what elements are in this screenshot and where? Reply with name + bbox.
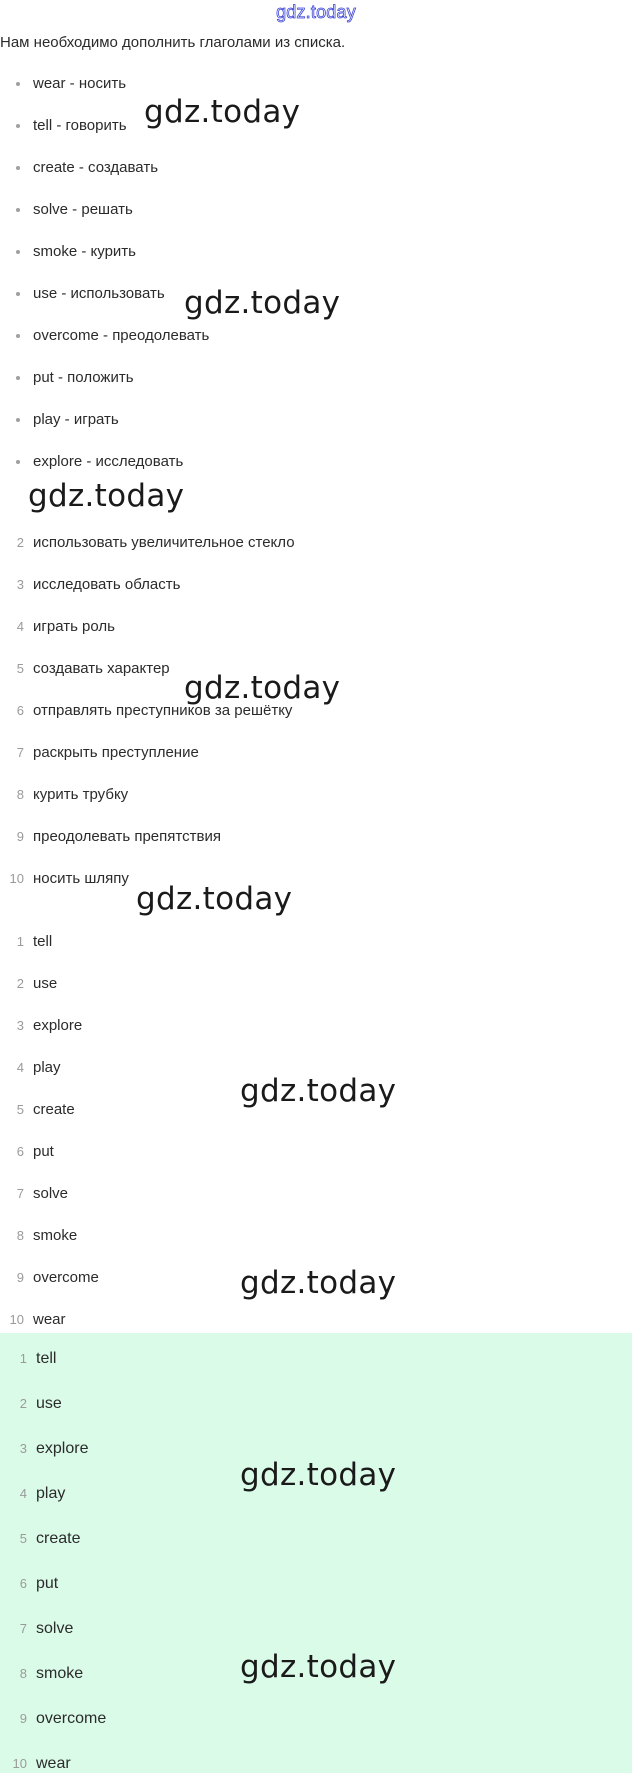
list-item (0, 858, 632, 900)
item-number: 3 (16, 1018, 24, 1033)
list-item (0, 63, 632, 105)
list-item-text: use - использовать (33, 285, 165, 302)
list-item-text: отправлять преступников за решётку (33, 702, 293, 719)
item-number: 9 (19, 1711, 27, 1726)
list-item-text: put - положить (33, 369, 134, 386)
list-item (0, 1561, 632, 1606)
list-item-text: overcome (33, 1269, 99, 1286)
item-number: 1 (16, 934, 24, 949)
item-number: 5 (16, 1102, 24, 1117)
bullet-icon (16, 334, 20, 338)
list-item (0, 399, 632, 441)
item-number: 8 (16, 1228, 24, 1243)
list-item-text: put (36, 1575, 59, 1592)
item-number: 9 (16, 1270, 24, 1285)
bullet-icon (16, 124, 20, 128)
list-item (0, 1215, 632, 1257)
item-number: 4 (19, 1486, 27, 1501)
watermark: gdz.today (144, 94, 301, 130)
item-number: 8 (16, 787, 24, 802)
list-item (0, 1381, 632, 1426)
item-number: 8 (19, 1666, 27, 1681)
item-number: 10 (9, 871, 24, 886)
item-number: 6 (19, 1576, 27, 1591)
list-item (0, 1696, 632, 1741)
list-item (0, 231, 632, 273)
bullet-icon (16, 82, 20, 86)
item-number: 10 (12, 1756, 27, 1771)
item-number: 9 (16, 829, 24, 844)
bullet-icon (16, 292, 20, 296)
list-item-text: wear (36, 1755, 71, 1772)
watermark: gdz.today (240, 1649, 397, 1685)
watermark: gdz.today (136, 881, 293, 917)
list-item-text: создавать характер (33, 660, 170, 677)
list-item (0, 963, 632, 1005)
item-number: 2 (19, 1396, 27, 1411)
list-item-text: играть роль (33, 618, 115, 635)
list-item (0, 1516, 632, 1561)
list-item-text: исследовать область (33, 576, 181, 593)
list-item (0, 1089, 632, 1131)
bullet-icon (16, 208, 20, 212)
list-item-text: smoke (36, 1665, 84, 1682)
list-item-text: преодолевать препятствия (33, 828, 221, 845)
list-item (0, 1471, 632, 1516)
bullet-icon (16, 250, 20, 254)
list-item-text: wear (33, 1311, 66, 1328)
list-item (0, 1336, 632, 1381)
item-number: 3 (16, 577, 24, 592)
list-item-text: носить шляпу (33, 870, 129, 887)
list-item (0, 1131, 632, 1173)
list-item (0, 105, 632, 147)
watermark: gdz.today (184, 670, 341, 706)
list-item-text: create (33, 1101, 75, 1118)
list-item (0, 732, 632, 774)
item-number: 3 (19, 1441, 27, 1456)
list-item-text: курить трубку (33, 786, 129, 803)
list-item-text: explore (33, 1017, 83, 1034)
item-number: 4 (16, 1060, 24, 1075)
list-item-text: use (33, 975, 58, 992)
list-item (0, 690, 632, 732)
item-number: 6 (16, 1144, 24, 1159)
item-number: 6 (16, 703, 24, 718)
list-item-text: use (36, 1395, 62, 1412)
bullet-icon (16, 460, 20, 464)
final-answer-box (0, 1333, 632, 1773)
list-item (0, 273, 632, 315)
list-item-text: wear - носить (33, 75, 127, 92)
verb-list (0, 63, 632, 483)
list-item-text: play (33, 1059, 61, 1076)
item-number: 1 (19, 1351, 27, 1366)
list-item-text: раскрыть преступление (33, 744, 199, 761)
list-item-text: put (33, 1143, 54, 1160)
list-item (0, 606, 632, 648)
list-item (0, 1426, 632, 1471)
list-item-text: overcome (36, 1710, 107, 1727)
bullet-icon (16, 418, 20, 422)
site-header (0, 0, 632, 28)
list-item-text: smoke - курить (33, 243, 136, 260)
list-item (0, 1651, 632, 1696)
list-item (0, 564, 632, 606)
list-item-text: create - создавать (33, 159, 159, 176)
list-item (0, 522, 632, 564)
list-item-text: overcome - преодолевать (33, 327, 210, 344)
list-item (0, 315, 632, 357)
list-item (0, 357, 632, 399)
item-number: 2 (16, 976, 24, 991)
list-item (0, 1606, 632, 1651)
list-item-text: explore (36, 1440, 89, 1457)
list-item-text: solve - решать (33, 201, 133, 218)
list-item (0, 1741, 632, 1786)
item-number: 10 (9, 1312, 24, 1327)
item-number: 4 (16, 619, 24, 634)
watermark: gdz.today (240, 1073, 397, 1109)
list-item (0, 648, 632, 690)
list-item-text: tell - говорить (33, 117, 127, 134)
list-item (0, 189, 632, 231)
item-number: 7 (16, 1186, 24, 1201)
item-number: 5 (16, 661, 24, 676)
list-item (0, 1047, 632, 1089)
watermark: gdz.today (184, 285, 341, 321)
item-number: 7 (16, 745, 24, 760)
list-item (0, 774, 632, 816)
list-item (0, 1005, 632, 1047)
list-item (0, 147, 632, 189)
list-item-text: play (36, 1485, 66, 1502)
answer-list (0, 921, 632, 1341)
item-number: 7 (19, 1621, 27, 1636)
list-item-text: solve (36, 1620, 74, 1637)
list-item (0, 1173, 632, 1215)
final-answer-list (0, 1336, 632, 1786)
list-item-text: tell (36, 1350, 57, 1367)
list-item (0, 441, 632, 483)
task-intro: Нам необходимо дополнить глаголами из списка. (0, 34, 346, 51)
list-item (0, 921, 632, 963)
watermark: gdz.today (240, 1457, 397, 1493)
site-logo[interactable]: gdz.today (276, 2, 356, 22)
list-item-text: create (36, 1530, 81, 1547)
item-number: 5 (19, 1531, 27, 1546)
list-item-text: smoke (33, 1227, 78, 1244)
list-item (0, 1257, 632, 1299)
item-number: 2 (16, 535, 24, 550)
watermark: gdz.today (28, 478, 185, 514)
list-item-text: использовать увеличительное стекло (33, 534, 295, 551)
phrase-list (0, 522, 632, 900)
list-item-text: explore - исследовать (33, 453, 184, 470)
watermark: gdz.today (240, 1265, 397, 1301)
list-item (0, 816, 632, 858)
list-item-text: tell (33, 933, 53, 950)
list-item-text: play - играть (33, 411, 119, 428)
bullet-icon (16, 376, 20, 380)
bullet-icon (16, 166, 20, 170)
list-item-text: solve (33, 1185, 69, 1202)
